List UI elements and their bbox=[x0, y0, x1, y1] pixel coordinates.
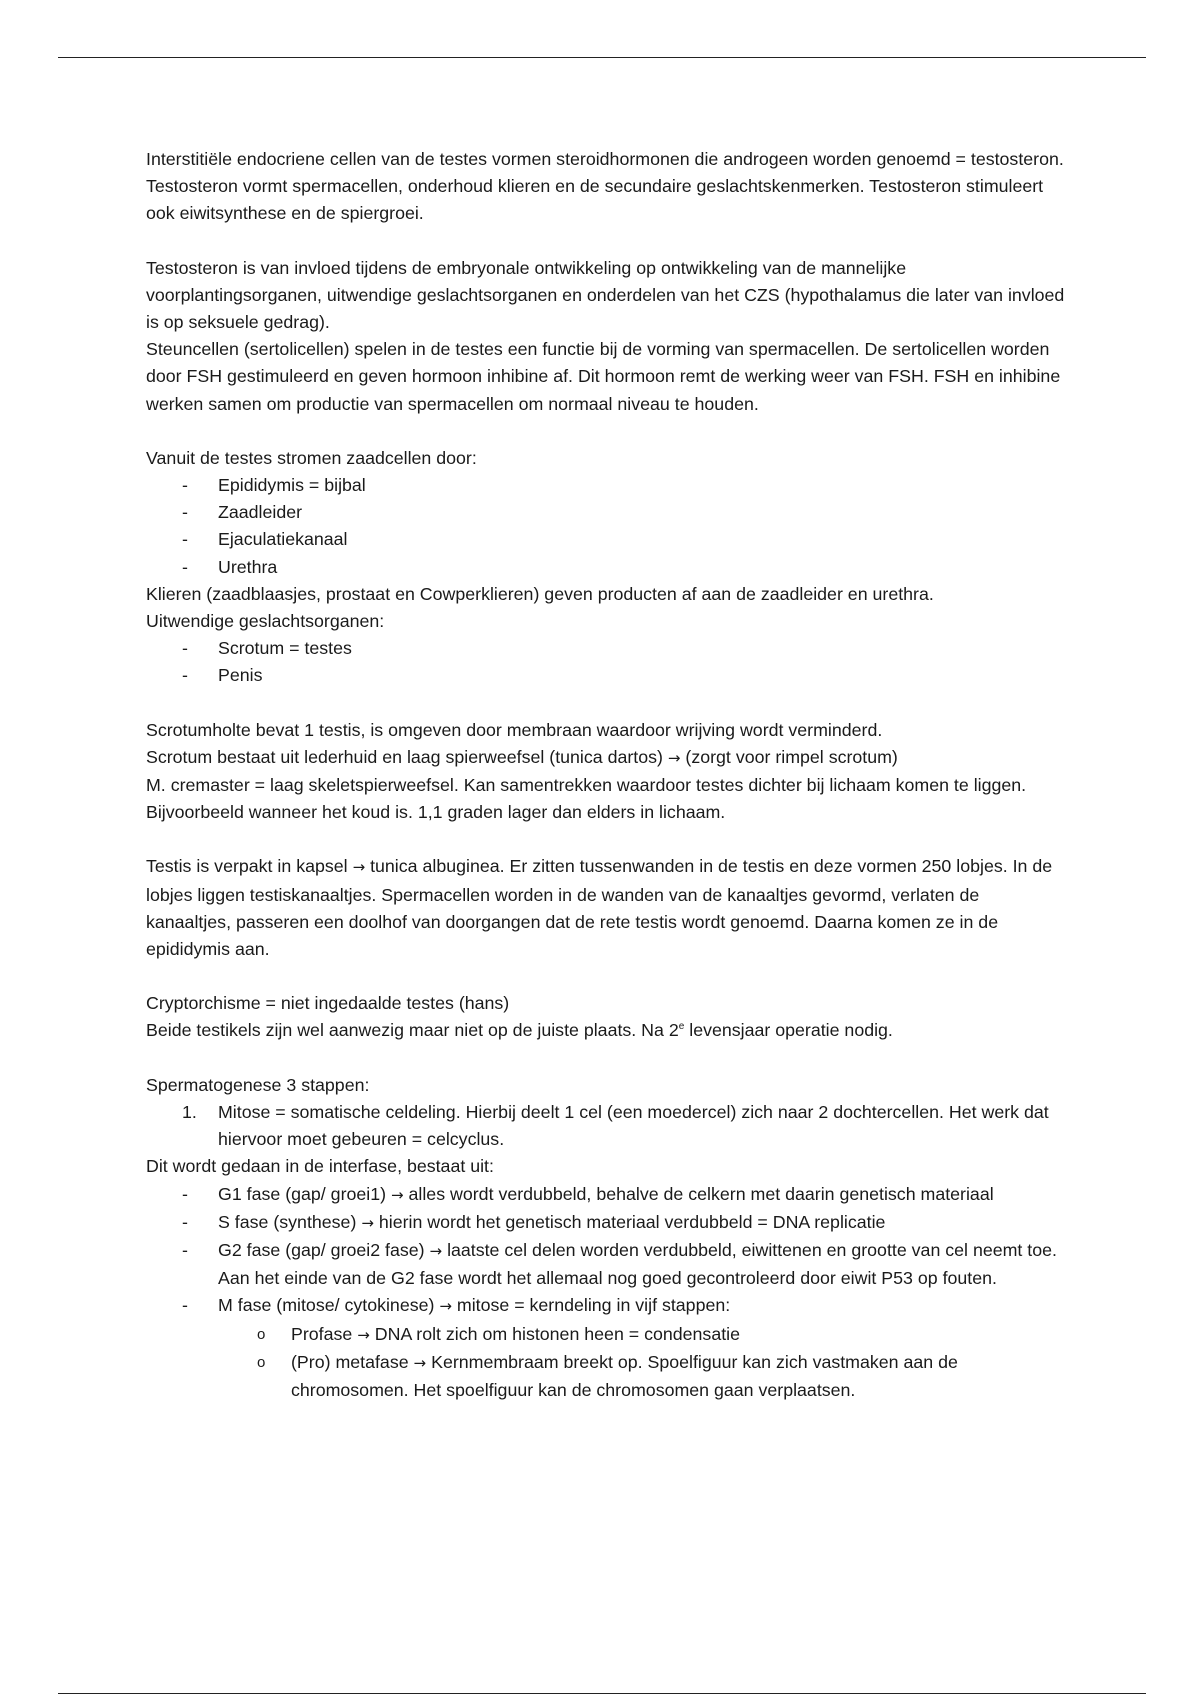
document-body bbox=[146, 146, 1066, 1404]
circle-bullet: o bbox=[257, 1325, 266, 1343]
flow-intro: Vanuit de testes stromen zaadcellen door: bbox=[146, 447, 477, 468]
arrow-right-icon: → bbox=[667, 748, 681, 767]
list-item: 1. Mitose = somatische celdeling. Hierbij deelt 1 cel (een moedercel) zich naar 2 dochtercellen. Het werk dat hiervoor moet gebeuren = celcyclus. bbox=[146, 1099, 1066, 1153]
list-item: - M fase (mitose/ cytokinese) → mitose = kerndeling in vijf stappen: bbox=[146, 1292, 1066, 1320]
step-number: 1. bbox=[182, 1101, 197, 1122]
list-item: - S fase (synthese) → hierin wordt het genetisch materiaal verdubbeld = DNA replicatie bbox=[146, 1209, 1066, 1237]
spermatogenesis-intro: Spermatogenese 3 stappen: bbox=[146, 1074, 370, 1095]
dash-bullet: - bbox=[182, 529, 188, 550]
paragraph-scrotum-2: Scrotum bestaat uit lederhuid en laag spierweefsel (tunica dartos) → (zorgt voor rimpel scrotum) bbox=[146, 746, 898, 767]
dash-bullet: - bbox=[182, 475, 188, 496]
dash-bullet: - bbox=[182, 1295, 188, 1316]
arrow-right-icon: → bbox=[352, 858, 366, 877]
list-item: - Scrotum = testes bbox=[146, 635, 1066, 662]
phase-list bbox=[146, 1181, 1066, 1321]
list-item: o (Pro) metafase → Kernmembraam breekt op. Spoelfiguur kan zich vastmaken aan de chromosomen. Het spoelfiguur kan de chromosomen gaan verplaatsen. bbox=[146, 1349, 1066, 1404]
dash-bullet: - bbox=[182, 1239, 188, 1260]
arrow-right-icon: → bbox=[439, 1297, 452, 1316]
dash-bullet: - bbox=[182, 638, 188, 659]
external-intro: Uitwendige geslachtsorganen: bbox=[146, 611, 385, 632]
mitosis-step-list bbox=[146, 1321, 1066, 1405]
list-item: - Zaadleider bbox=[146, 499, 1066, 526]
circle-bullet: o bbox=[257, 1353, 266, 1371]
arrow-right-icon: → bbox=[361, 1213, 374, 1232]
header-rule bbox=[58, 57, 1146, 58]
external-list bbox=[146, 635, 1066, 689]
arrow-right-icon: → bbox=[413, 1353, 427, 1372]
paragraph-interstitial-cells: Interstitiële endocriene cellen van de testes vormen steroidhormonen die androgeen worden genoemd = testosteron. Testosteron vormt spermacellen, onderhoud klieren en de secundaire geslachtskenmerken. Testosteron stimuleert ook eiwitsynthese en de spiergroei. bbox=[146, 149, 1064, 224]
dash-bullet: - bbox=[182, 665, 188, 686]
arrow-right-icon: → bbox=[357, 1325, 370, 1344]
list-item: - G2 fase (gap/ groei2 fase) → laatste cel delen worden verdubbeld, eiwittenen en grootte van cel neemt toe. Aan het einde van de G2 fase wordt het allemaal nog goed gecontroleerd door eiwit P53 op fouten. bbox=[146, 1237, 1066, 1292]
list-item: - G1 fase (gap/ groei1) → alles wordt verdubbeld, behalve de celkern met daarin genetisch materiaal bbox=[146, 1181, 1066, 1209]
paragraph-scrotum-1: Scrotumholte bevat 1 testis, is omgeven door membraan waardoor wrijving wordt verminderd. bbox=[146, 719, 883, 740]
dash-bullet: - bbox=[182, 1211, 188, 1232]
paragraph-cryptorchism-detail: Beide testikels zijn wel aanwezig maar niet op de juiste plaats. Na 2e levensjaar operatie nodig. bbox=[146, 1020, 893, 1041]
list-item: - Urethra bbox=[146, 554, 1066, 581]
arrow-right-icon: → bbox=[390, 1185, 404, 1204]
paragraph-cryptorchism: Cryptorchisme = niet ingedaalde testes (hans) bbox=[146, 993, 510, 1014]
arrow-right-icon: → bbox=[429, 1241, 443, 1260]
dash-bullet: - bbox=[182, 556, 188, 577]
flow-list bbox=[146, 472, 1066, 581]
list-item: - Ejaculatiekanaal bbox=[146, 526, 1066, 553]
list-item: - Penis bbox=[146, 662, 1066, 689]
paragraph-testosterone-embryo: Testosteron is van invloed tijdens de embryonale ontwikkeling op ontwikkeling van de mannelijke voorplantingsorganen, uitwendige geslachtsorganen en onderdelen van het CZS (hypothalamus die later van invloed is op seksuele gedrag). bbox=[146, 257, 1065, 333]
interfase-intro: Dit wordt gedaan in de interfase, bestaat uit: bbox=[146, 1156, 494, 1177]
paragraph-cremaster: M. cremaster = laag skeletspierweefsel. Kan samentrekken waardoor testes dichter bij lichaam komen te liggen. Bijvoorbeeld wanneer het koud is. 1,1 graden lager dan elders in lichaam. bbox=[146, 775, 1027, 823]
footer-rule bbox=[58, 1693, 1146, 1694]
list-item: o Profase → DNA rolt zich om histonen heen = condensatie bbox=[146, 1321, 1066, 1349]
list-item: - Epididymis = bijbal bbox=[146, 472, 1066, 499]
spermatogenesis-steps bbox=[146, 1099, 1066, 1153]
paragraph-glands: Klieren (zaadblaasjes, prostaat en Cowperklieren) geven producten af aan de zaadleider en urethra. bbox=[146, 583, 934, 604]
paragraph-testis: Testis is verpakt in kapsel → tunica albuginea. Er zitten tussenwanden in de testis en deze vormen 250 lobjes. In de lobjes liggen testiskanaaltjes. Spermacellen worden in de wanden van de kanaaltjes gevormd, verlaten de kanaaltjes, passeren een doolhof van doorgangen dat de rete testis wordt genoemd. Daarna komen ze in de epididymis aan. bbox=[146, 856, 1053, 960]
dash-bullet: - bbox=[182, 502, 188, 523]
paragraph-sertoli-cells: Steuncellen (sertolicellen) spelen in de testes een functie bij de vorming van spermacellen. De sertolicellen worden door FSH gestimuleerd en geven hormoon inhibine af. Dit hormoon remt de werking weer van FSH. FSH en inhibine werken samen om productie van spermacellen om normaal niveau te houden. bbox=[146, 339, 1061, 414]
dash-bullet: - bbox=[182, 1183, 188, 1204]
